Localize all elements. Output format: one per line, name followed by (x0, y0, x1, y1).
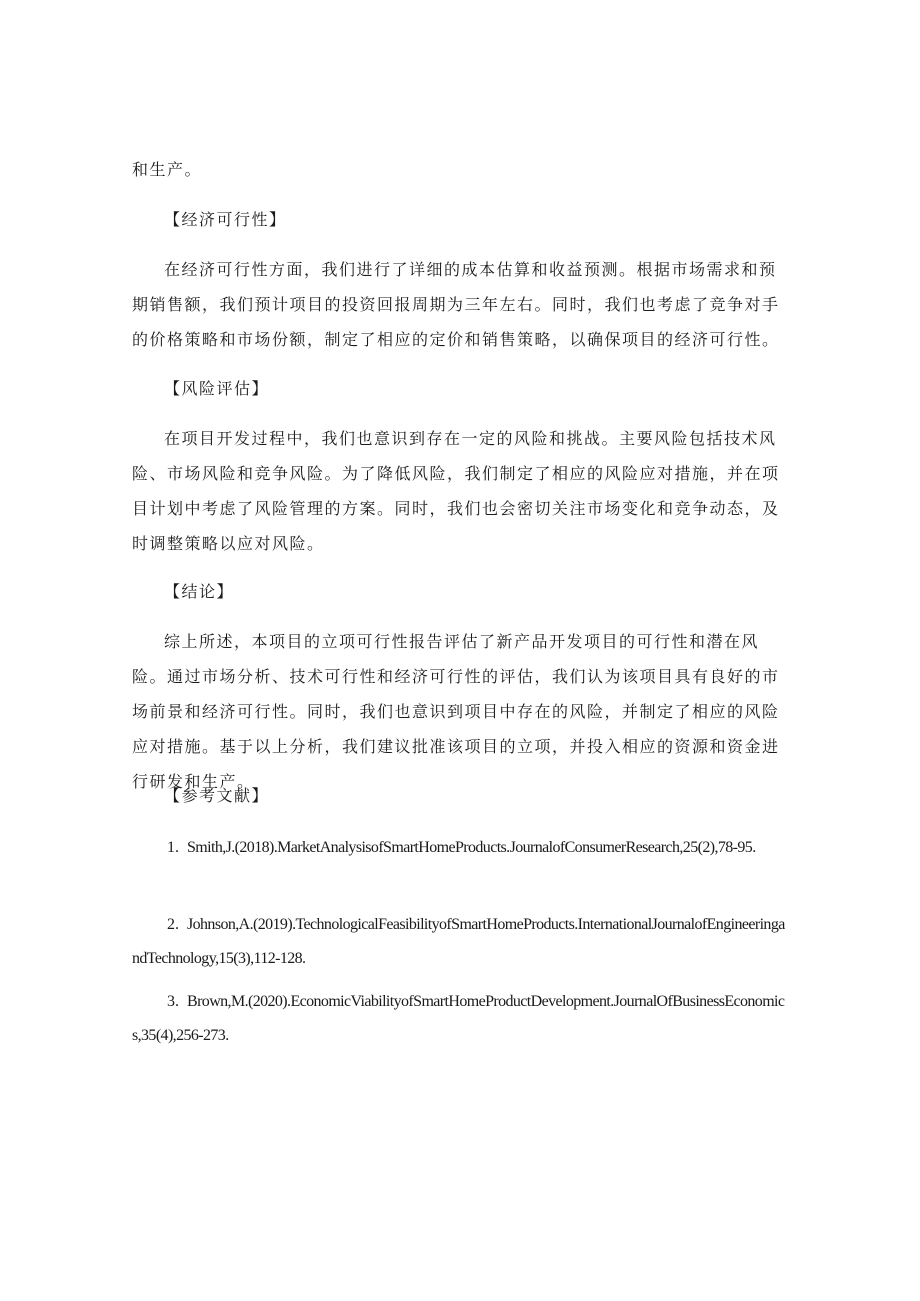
reference-number: 3. (167, 993, 179, 1010)
reference-number: 1. (167, 839, 179, 856)
reference-text: Johnson,A.(2019).TechnologicalFeasibilityofSmartHomeProducts.InternationalJournalofEngineeringandTechnology,15(3),112-128. (132, 916, 785, 967)
paragraph-fragment: 和生产。 (132, 160, 203, 179)
section-heading-conclusion: 【结论】 (164, 582, 235, 601)
section-heading-economic: 【经济可行性】 (164, 210, 287, 229)
section-heading-references: 【参考文献】 (164, 786, 270, 805)
reference-number: 2. (167, 916, 179, 933)
reference-item (132, 985, 792, 1053)
paragraph-economic: 在经济可行性方面，我们进行了详细的成本估算和收益预测。根据市场需求和预期销售额，我们预计项目的投资回报周期为三年左右。同时，我们也考虑了竞争对手的价格策略和市场份额，制定了相应的定价和销售策略，以确保项目的经济可行性。 (132, 260, 780, 349)
reference-item (132, 908, 792, 976)
paragraph-conclusion: 综上所述，本项目的立项可行性报告评估了新产品开发项目的可行性和潜在风险。通过市场分析、技术可行性和经济可行性的评估，我们认为该项目具有良好的市场前景和经济可行性。同时，我们也意识到项目中存在的风险，并制定了相应的风险应对措施。基于以上分析，我们建议批准该项目的立项，并投入相应的资源和资金进行研发和生产。 (132, 632, 780, 791)
reference-text: Smith,J.(2018).MarketAnalysisofSmartHomeProducts.JournalofConsumerResearch,25(2),78-95. (187, 839, 756, 856)
paragraph-risk: 在项目开发过程中，我们也意识到存在一定的风险和挑战。主要风险包括技术风险、市场风险和竞争风险。为了降低风险，我们制定了相应的风险应对措施，并在项目计划中考虑了风险管理的方案。同时，我们也会密切关注市场变化和竞争动态，及时调整策略以应对风险。 (132, 429, 780, 553)
reference-item (132, 831, 792, 865)
section-heading-risk: 【风险评估】 (164, 379, 270, 398)
reference-text: Brown,M.(2020).EconomicViabilityofSmartHomeProductDevelopment.JournalOfBusinessEconomics,35(4),256-273. (132, 993, 785, 1044)
